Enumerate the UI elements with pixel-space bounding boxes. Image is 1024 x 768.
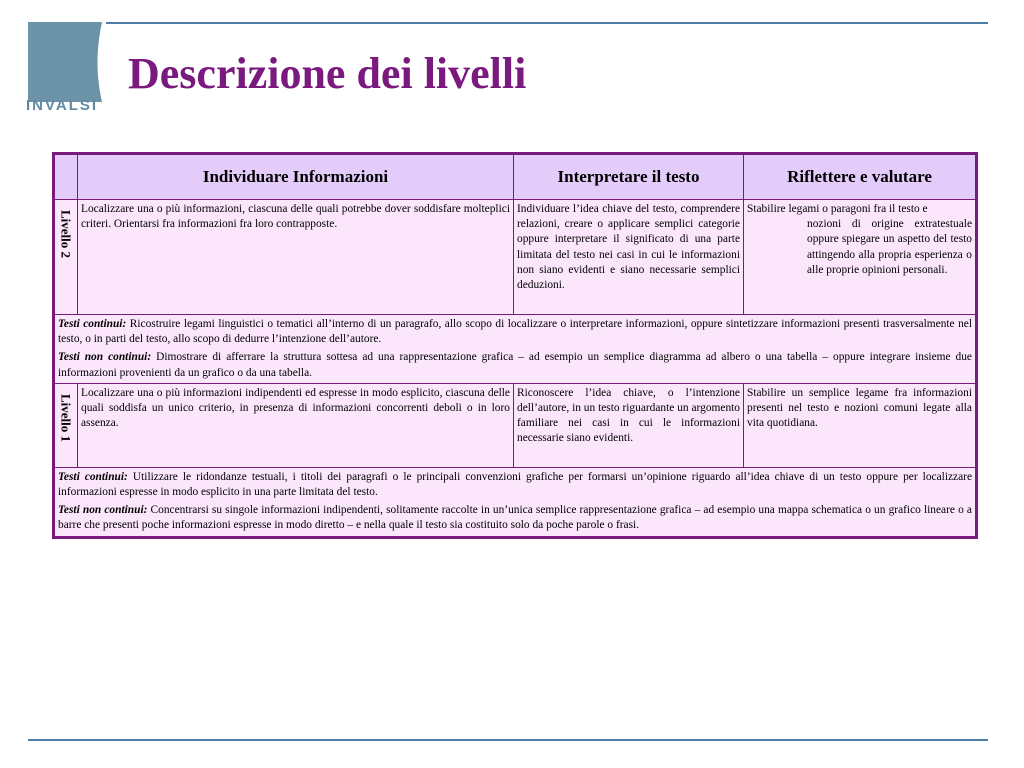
level-1-interpretare: Riconoscere l’idea chiave, o l’intenzione dell’autore, in un testo riguardante un argomento familiare nei casi in cui le informazioni necessarie siano evidenti. xyxy=(514,383,744,467)
level-1-testi-non-continui xyxy=(58,503,972,533)
testi-continui-label: Testi continui: xyxy=(58,318,127,330)
bottom-divider xyxy=(28,739,988,741)
level-1-individuare: Localizzare una o più informazioni indipendenti ed espresse in modo esplicito, ciascuna delle quali soddisfa un unico criterio, in presenza di informazioni concorrenti deboli o in loro assenza. xyxy=(78,383,514,467)
level-2-riflettere xyxy=(744,200,977,315)
table-row-level-1 xyxy=(54,383,977,467)
level-1-continuous-cell xyxy=(54,467,977,537)
table-header-row xyxy=(54,154,977,200)
level-2-interpretare: Individuare l’idea chiave del testo, comprendere relazioni, creare o applicare semplici categorie oppure interpretare il significato di una parte limitata del testo nei casi in cui le informazioni non siano evidenti e siano necessarie semplici deduzioni. xyxy=(514,200,744,315)
level-1-riflettere: Stabilire un semplice legame fra informazioni presenti nel testo e nozioni comuni legate alla vita quotidiana. xyxy=(744,383,977,467)
top-divider xyxy=(106,22,988,24)
testi-non-continui-text: Dimostrare di afferrare la struttura sottesa ad una rappresentazione grafica – ad esempio un semplice diagramma ad albero o una tabella – oppure integrare insieme due informazioni provenienti da un grafico o da una tabella. xyxy=(58,351,972,379)
page-title: Descrizione dei livelli xyxy=(128,49,527,98)
levels-table xyxy=(52,152,978,539)
level-2-label: Livello 2 xyxy=(58,210,74,259)
level-2-individuare: Localizzare una o più informazioni, ciascuna delle quali potrebbe dover soddisfare molteplici criteri. Orientarsi fra informazioni fra loro contrapposte. xyxy=(78,200,514,315)
testi-continui-text: Utilizzare le ridondanze testuali, i titoli dei paragrafi o le principali convenzioni grafiche per formarsi un’opinione riguardo all’idea chiave di un testo oppure per localizzare informazioni espresse in modo esplicito in una parte limitata del testo. xyxy=(58,470,973,499)
level-2-testi-non-continui xyxy=(58,350,972,380)
level-2-riflettere-rest: nozioni di origine extratestuale oppure spiegare un aspetto del testo attingendo alla propria esperienza o alle proprie opinioni personali. xyxy=(807,218,972,276)
level-1-label: Livello 1 xyxy=(58,393,74,442)
level-2-riflettere-first: Stabilire legami o paragoni fra il testo e xyxy=(747,203,928,215)
level-2-testi-continui xyxy=(58,317,972,347)
logo-text: INVALSI xyxy=(26,97,99,114)
header-riflettere: Riflettere e valutare xyxy=(744,154,977,200)
header-individuare: Individuare Informazioni xyxy=(78,154,514,200)
level-2-label-cell xyxy=(54,200,78,315)
corner-cell xyxy=(54,154,78,200)
testi-continui-text: Ricostruire legami linguistici o tematici all’interno di un paragrafo, allo scopo di localizzare o interpretare informazioni, oppure sintetizzare informazioni presenti trasversalmente nel testo, o in parti del testo, allo scopo di dedurre l’intenzione dell’autore. xyxy=(58,318,973,346)
level-1-testi-continui xyxy=(58,470,972,500)
table-row-level-2-continuous xyxy=(54,315,977,384)
testi-non-continui-text: Concentrarsi su singole informazioni indipendenti, solitamente raccolte in un’unica semplice rappresentazione grafica – ad esempio una mappa schematica o un grafico lineare o a barre che presenti poche informazioni espresse in modo diretto – e nella quale il testo sia costituito solo da poche parole o frasi. xyxy=(58,504,972,532)
header-interpretare: Interpretare il testo xyxy=(514,154,744,200)
testi-non-continui-label: Testi non continui: xyxy=(58,351,152,364)
level-1-label-cell xyxy=(54,383,78,467)
testi-continui-label: Testi continui: xyxy=(58,470,128,483)
level-2-continuous-cell xyxy=(54,315,977,384)
table-row-level-1-continuous xyxy=(54,467,977,537)
table-row-level-2 xyxy=(54,200,977,315)
testi-non-continui-label: Testi non continui: xyxy=(58,504,148,517)
